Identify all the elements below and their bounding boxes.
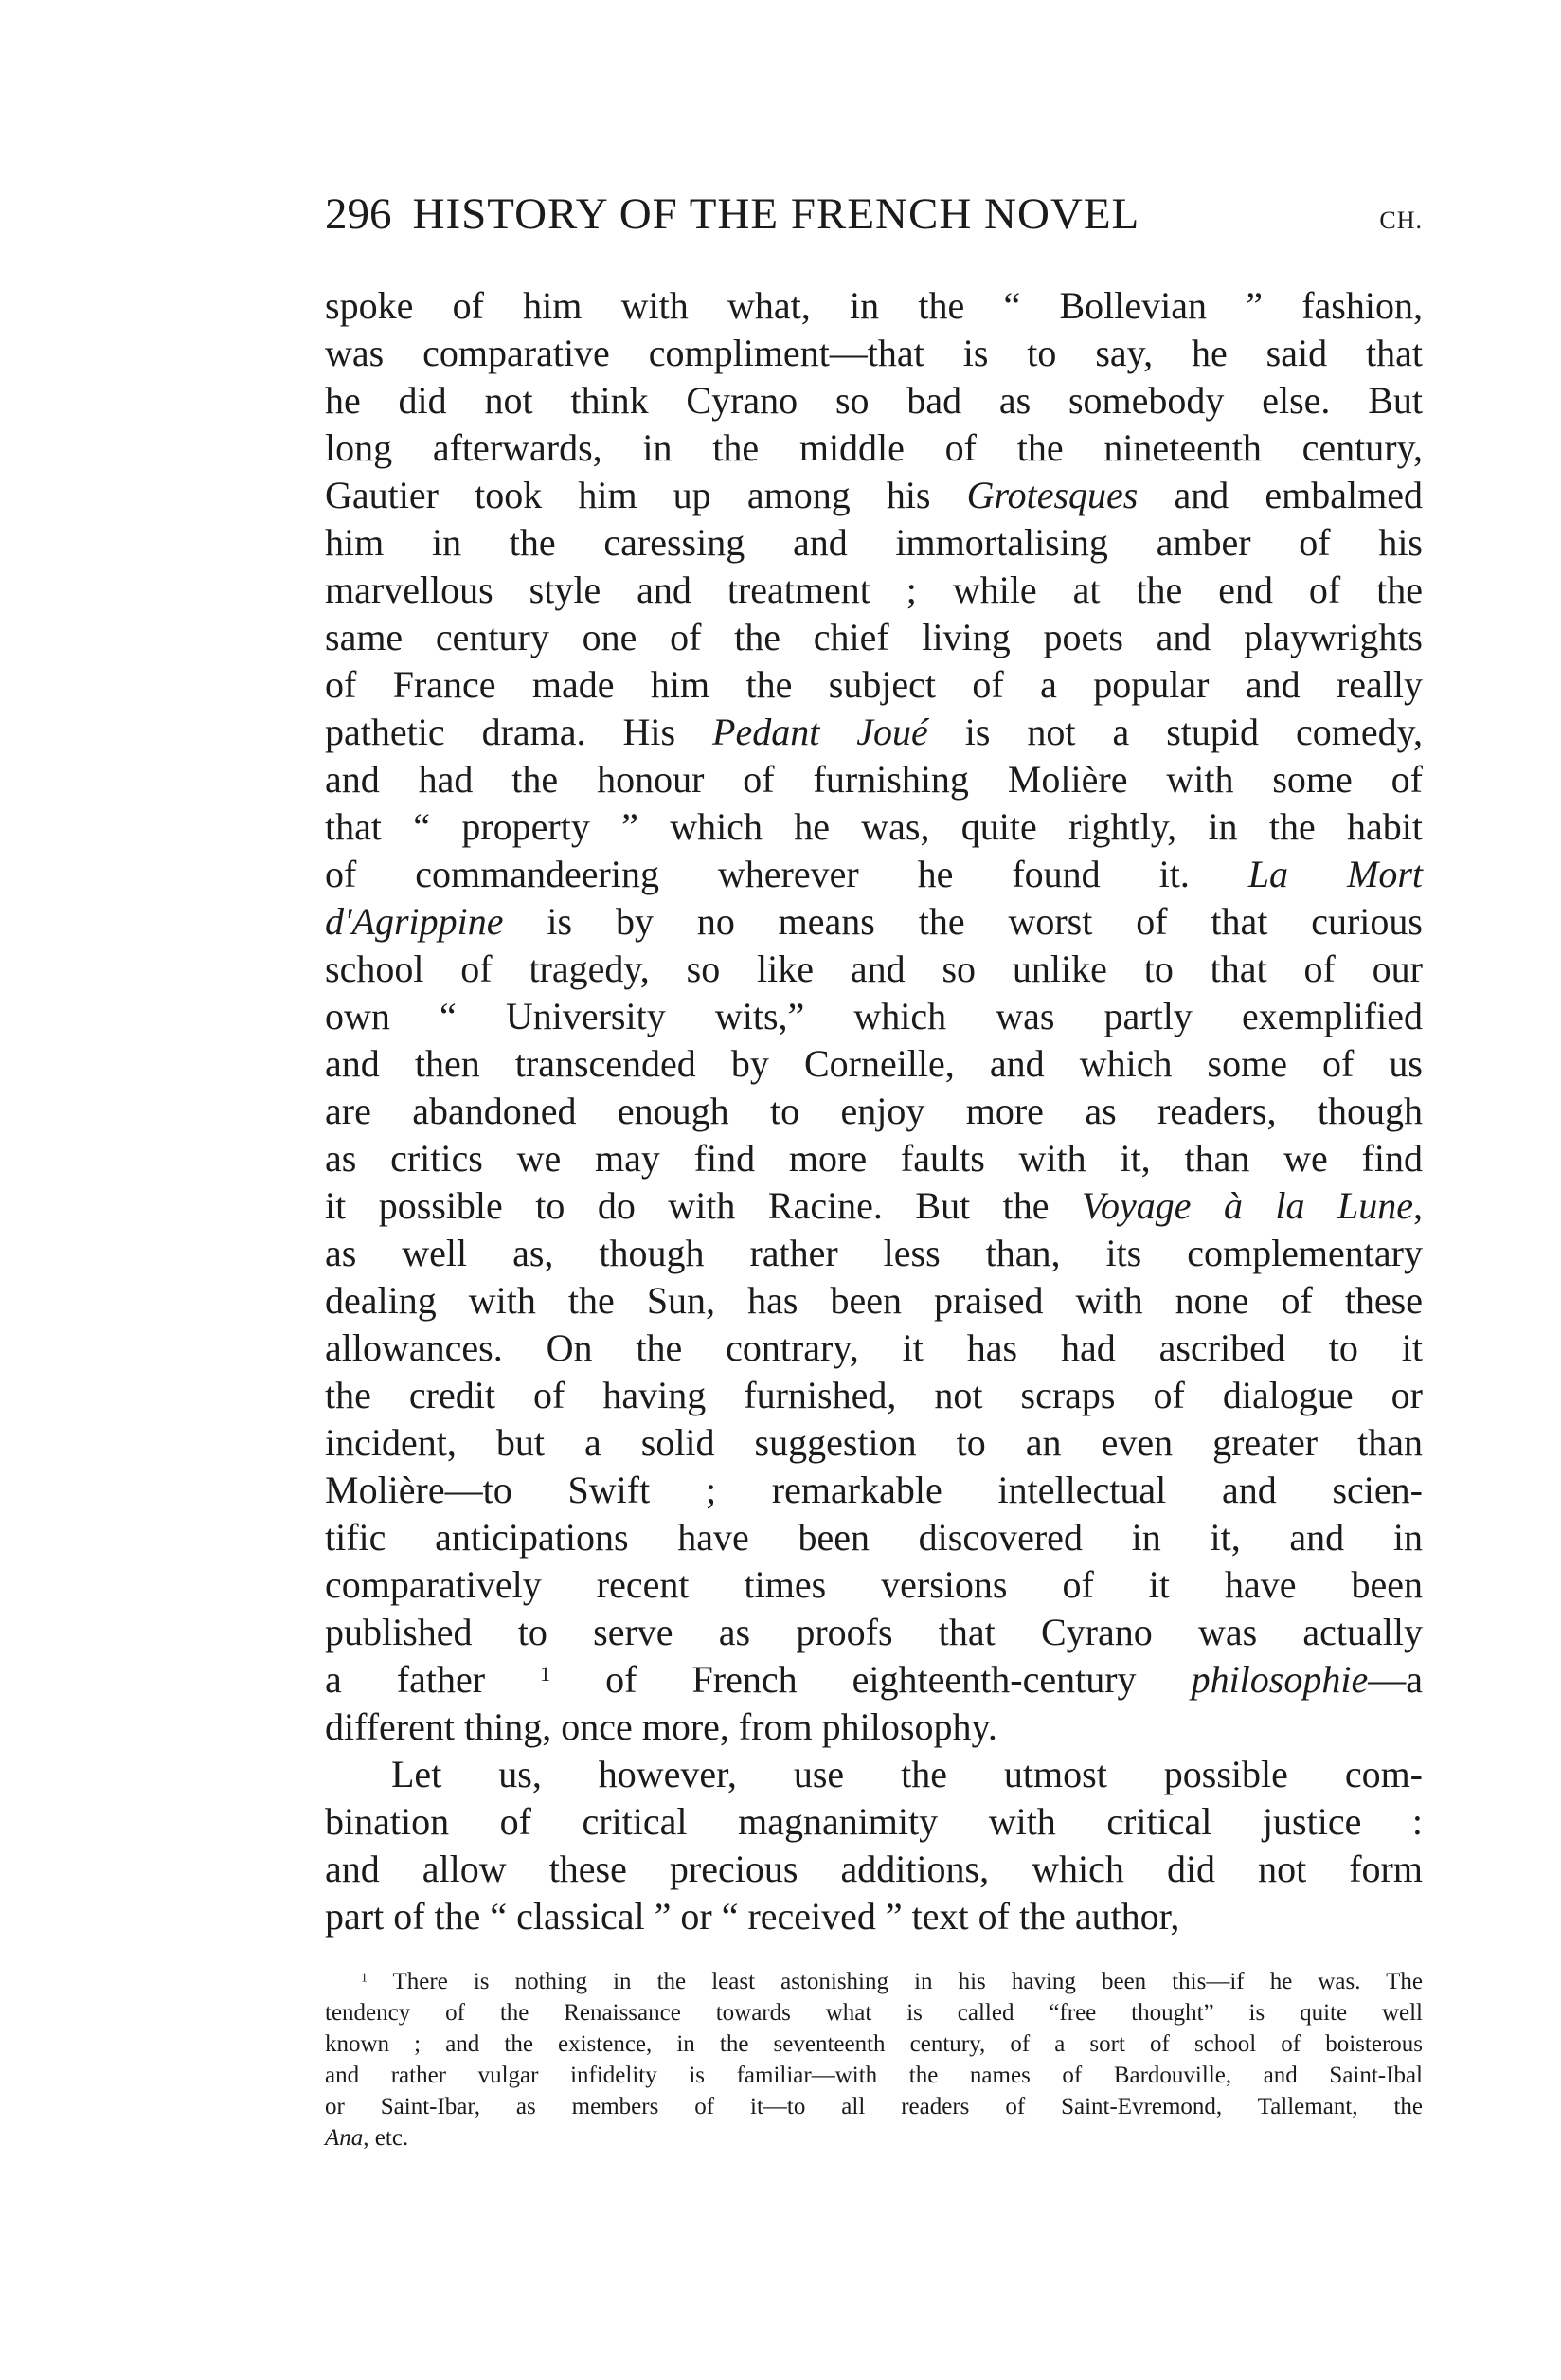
text-span: is not a stupid comedy, xyxy=(927,711,1423,753)
text-span: spoke of him with what, in the “ Bollevian ” fashion, xyxy=(325,284,1423,327)
text-span: and rather vulgar infidelity is familiar—with the names of Bardouville, and Saint-Ibal xyxy=(325,2063,1423,2088)
text-line xyxy=(325,1561,1423,1609)
italic-text: d'Agrippine xyxy=(325,900,504,943)
text-line xyxy=(325,330,1423,377)
text-line xyxy=(325,661,1423,709)
italic-text: Ana xyxy=(325,2125,364,2151)
text-span: tendency of the Renaissance towards what is called “free thought” is quite well xyxy=(325,2000,1423,2026)
running-header xyxy=(325,186,1423,243)
italic-text: philosophie xyxy=(1191,1658,1369,1701)
text-span: or Saint-Ibar, as members of it—to all readers of Saint-Evremond, Tallemant, the xyxy=(325,2094,1423,2119)
footnote-line xyxy=(325,2122,1423,2154)
chapter-abbrev: CH. xyxy=(1379,207,1423,234)
text-span: of France made him the subject of a popular and really xyxy=(325,663,1423,706)
text-line xyxy=(325,709,1423,756)
text-line xyxy=(325,851,1423,898)
footnote-marker: 1 xyxy=(361,1970,368,1985)
text-span: same century one of the chief living poets and playwrights xyxy=(325,616,1423,658)
text-span: different thing, once more, from philosophy. xyxy=(325,1705,997,1748)
text-span: allowances. On the contrary, it has had ascribed to it xyxy=(325,1326,1423,1369)
text-line xyxy=(325,1467,1423,1514)
text-line xyxy=(325,1893,1423,1940)
body-text xyxy=(325,282,1423,1940)
text-line xyxy=(325,993,1423,1040)
italic-text: Voyage à la Lune xyxy=(1082,1184,1414,1227)
text-span: long afterwards, in the middle of the nineteenth century, xyxy=(325,426,1423,469)
text-line xyxy=(325,1514,1423,1561)
footnote-line xyxy=(325,2091,1423,2122)
running-title: HISTORY OF THE FRENCH NOVEL xyxy=(412,189,1140,239)
italic-text: La Mort xyxy=(1247,853,1423,895)
text-line xyxy=(325,1230,1423,1277)
text-span: a father xyxy=(325,1658,541,1701)
footnote-line xyxy=(325,1997,1423,2028)
text-span: of French eighteenth-century xyxy=(550,1658,1192,1701)
text-span: published to serve as proofs that Cyrano was actually xyxy=(325,1611,1423,1653)
text-span: pathetic drama. His xyxy=(325,711,713,753)
text-span: tific anticipations have been discovered in it, and in xyxy=(325,1516,1423,1559)
text-span: that “ property ” which he was, quite rightly, in the habit xyxy=(325,805,1423,848)
text-span: —a xyxy=(1368,1658,1423,1701)
text-line xyxy=(325,898,1423,946)
text-span: and allow these precious additions, which did not form xyxy=(325,1848,1423,1890)
text-span: he did not think Cyrano so bad as somebody else. But xyxy=(325,379,1423,422)
footnote-line xyxy=(325,2060,1423,2091)
text-line xyxy=(325,519,1423,567)
text-line xyxy=(325,377,1423,424)
text-line xyxy=(325,1325,1423,1372)
text-span: as well as, though rather less than, its complementary xyxy=(325,1232,1423,1274)
text-span: was comparative compliment—that is to say, he said that xyxy=(325,332,1423,374)
footnote-line xyxy=(325,2028,1423,2060)
text-line xyxy=(325,1419,1423,1467)
text-span: of commandeering wherever he found it. xyxy=(325,853,1248,895)
text-line xyxy=(325,1182,1423,1230)
text-line xyxy=(325,472,1423,519)
text-line xyxy=(325,1277,1423,1325)
text-span: known ; and the existence, in the seventeenth century, of a sort of school of boisterous xyxy=(325,2031,1423,2057)
text-line xyxy=(325,1798,1423,1846)
text-span: dealing with the Sun, has been praised with none of these xyxy=(325,1279,1423,1322)
text-line xyxy=(325,1040,1423,1088)
text-span: part of the “ classical ” or “ received ” text of the author, xyxy=(325,1895,1180,1938)
text-span: are abandoned enough to enjoy more as readers, though xyxy=(325,1090,1423,1132)
footnote-marker: 1 xyxy=(540,1661,551,1686)
text-span: and then transcended by Corneille, and which some of us xyxy=(325,1042,1423,1085)
text-span: comparatively recent times versions of it have been xyxy=(325,1563,1423,1606)
italic-text: Grotesques xyxy=(966,474,1139,516)
text-span: him in the caressing and immortalising amber of his xyxy=(325,521,1423,564)
text-span: There is nothing in the least astonishing in his having been this—if he was. The xyxy=(367,1969,1423,1994)
text-span: Gautier took him up among his xyxy=(325,474,967,516)
text-line xyxy=(325,946,1423,993)
text-line xyxy=(325,1704,1423,1751)
text-span: school of tragedy, so like and so unlike to that of our xyxy=(325,947,1423,990)
text-span: it possible to do with Racine. But the xyxy=(325,1184,1082,1227)
text-line xyxy=(325,1656,1423,1704)
text-span: is by no means the worst of that curious xyxy=(503,900,1423,943)
text-span: as critics we may find more faults with it, than we find xyxy=(325,1137,1423,1180)
text-span: bination of critical magnanimity with critical justice : xyxy=(325,1800,1423,1843)
text-span: Let us, however, use the utmost possible com- xyxy=(391,1753,1423,1795)
italic-text: Pedant Joué xyxy=(712,711,928,753)
text-line xyxy=(325,1609,1423,1656)
text-line xyxy=(325,1846,1423,1893)
text-line xyxy=(325,1135,1423,1182)
text-line xyxy=(325,1088,1423,1135)
text-line xyxy=(325,1372,1423,1419)
text-span: Molière—to Swift ; remarkable intellectual and scien- xyxy=(325,1469,1423,1511)
text-line xyxy=(325,567,1423,614)
text-line xyxy=(325,282,1423,330)
text-line xyxy=(325,803,1423,851)
text-span: the credit of having furnished, not scraps of dialogue or xyxy=(325,1374,1423,1416)
text-line xyxy=(325,614,1423,661)
text-span: and embalmed xyxy=(1138,474,1423,516)
text-span: marvellous style and treatment ; while at the end of the xyxy=(325,568,1423,611)
page-number: 296 xyxy=(325,189,392,239)
text-span: and had the honour of furnishing Molière with some of xyxy=(325,758,1423,801)
text-span: own “ University wits,” which was partly exemplified xyxy=(325,995,1423,1037)
text-line xyxy=(325,756,1423,803)
text-span: , etc. xyxy=(363,2125,409,2151)
text-span: incident, but a solid suggestion to an even greater than xyxy=(325,1421,1423,1464)
text-line xyxy=(325,1751,1423,1798)
text-line xyxy=(325,424,1423,472)
footnote-line xyxy=(325,1966,1423,1997)
footnote xyxy=(325,1966,1423,2154)
text-span: , xyxy=(1413,1184,1424,1227)
